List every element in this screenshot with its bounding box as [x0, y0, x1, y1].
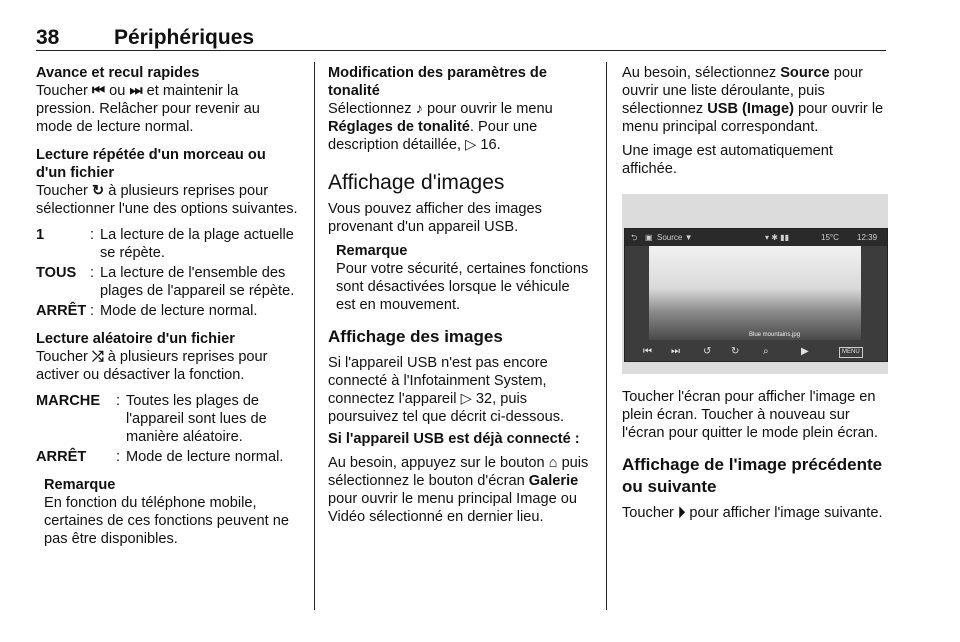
paragraph-next: Toucher ⏵ pour afficher l'image suivante.	[622, 505, 883, 521]
remark-text: Pour votre sécurité, certaines fonctions sont désactivées lorsque le véhicule est en mouvement.	[336, 261, 589, 313]
shuffle-options-list: MARCHE : Toutes les plages de l'appareil sont lues de manière aléatoire. ARRÊT : Mode de lecture normal.	[36, 392, 298, 466]
tone-icon: ♪	[415, 101, 423, 117]
page-header	[36, 22, 886, 52]
remark-box	[36, 476, 298, 548]
subsection-title-images: Affichage des images	[328, 327, 503, 346]
shuffle-icon: ⤮	[91, 349, 104, 365]
skip-back-icon: ⏮	[91, 83, 106, 99]
page-ref-icon: ▷	[465, 137, 477, 153]
screen-controls	[625, 343, 887, 361]
header-rule	[36, 50, 886, 51]
menu-button: MENU	[839, 347, 863, 358]
option-term: ARRÊT	[36, 449, 87, 465]
subsection-title-prev-next: Affichage de l'image précédente ou suivante	[622, 455, 883, 496]
rotate-right-icon: ↻	[731, 346, 740, 357]
option-desc: La lecture de la plage actuelle se répète.	[100, 227, 294, 261]
screen-source-label: Source ▼	[657, 233, 693, 242]
screen-clock: 12:39	[857, 233, 878, 242]
column-divider-1	[314, 62, 315, 610]
displayed-image	[649, 246, 861, 340]
usb-image-label: USB (Image)	[707, 101, 794, 117]
infotainment-screen	[624, 228, 888, 362]
column-2	[328, 64, 590, 526]
section-title-images: Affichage d'images	[328, 171, 505, 194]
page-number: 38	[36, 26, 60, 49]
screen-top-bar	[625, 229, 887, 246]
next-icon: ⏭	[671, 346, 680, 357]
source-label: Source	[780, 65, 830, 81]
status-icons: ▾ ✱ ▮▮	[765, 233, 789, 242]
paragraph-source: Au besoin, sélectionnez Source pour ouvrir une liste déroulante, puis sélectionnez USB (Image) pour ouvrir le menu principal correspondant.	[622, 65, 884, 135]
paragraph-connected: Au besoin, appuyez sur le bouton ⌂ puis sélectionnez le bouton d'écran Galerie pour ouvrir le menu principal Image ou Vidéo sélectionné en dernier lieu.	[328, 455, 589, 525]
previous-icon: ⏮	[643, 346, 652, 357]
paragraph-auto: Une image est automatiquement affichée.	[622, 143, 833, 177]
paragraph-not-connected: Si l'appareil USB n'est pas encore connecté à l'Infotainment System, connectez l'appareil ▷ 32, puis poursuivez tel que décrit ci-dessous.	[328, 355, 565, 425]
image-icon: ▣	[645, 233, 653, 242]
option-term: MARCHE	[36, 393, 101, 409]
paragraph-fullscreen: Toucher l'écran pour afficher l'image en plein écran. Toucher à nouveau sur l'écran pour quitter le mode plein écran.	[622, 389, 878, 441]
screen-figure	[622, 194, 888, 374]
heading-tone: Modification des paramètres de tonalité	[328, 65, 547, 99]
slideshow-icon: ▶	[801, 346, 809, 357]
repeat-icon: ↻	[91, 183, 105, 199]
option-desc: La lecture de l'ensemble des plages de l'appareil se répète.	[100, 265, 295, 299]
option-term: 1	[36, 227, 45, 243]
skip-forward-icon: ⏭	[129, 83, 143, 99]
gallery-button-label: Galerie	[528, 473, 579, 489]
option-desc: Mode de lecture normal.	[126, 449, 284, 465]
paragraph-shuffle: Toucher ⤮ à plusieurs reprises pour activer ou désactiver la fonction.	[36, 349, 268, 383]
paragraph-tone: Sélectionnez ♪ pour ouvrir le menu Réglages de tonalité. Pour une description détaillée, ▷ 16.	[328, 101, 553, 153]
heading-seek: Avance et recul rapides	[36, 65, 200, 81]
option-desc: Mode de lecture normal.	[100, 303, 258, 319]
paragraph-images: Vous pouvez afficher des images provenant d'un appareil USB.	[328, 201, 542, 235]
option-term: TOUS	[36, 265, 77, 281]
home-icon: ⌂	[548, 455, 558, 471]
heading-shuffle: Lecture aléatoire d'un fichier	[36, 331, 235, 347]
image-caption: Blue mountains.jpg	[749, 332, 801, 338]
heading-connected: Si l'appareil USB est déjà connecté :	[328, 431, 580, 447]
remark-box	[328, 242, 590, 314]
heading-repeat: Lecture répétée d'un morceau ou d'un fichier	[36, 147, 266, 181]
page-ref-icon: ▷	[460, 391, 472, 407]
column-1	[36, 64, 298, 548]
remark-title: Remarque	[44, 477, 116, 493]
paragraph-repeat: Toucher ↻ à plusieurs reprises pour sélectionner l'une des options suivantes.	[36, 183, 298, 217]
rotate-left-icon: ↺	[703, 346, 712, 357]
remark-title: Remarque	[336, 243, 408, 259]
option-desc: Toutes les plages de l'appareil sont lues de manière aléatoire.	[126, 393, 267, 445]
paragraph-seek: Toucher ⏮ ou ⏭ et maintenir la pression. Relâcher pour revenir au mode de lecture normal.	[36, 83, 260, 135]
back-icon: ⮌	[631, 233, 638, 242]
column-3	[622, 64, 888, 522]
page-title: Périphériques	[114, 26, 255, 49]
zoom-icon: ⌕	[763, 346, 769, 357]
screen-temperature: 15°C	[821, 233, 839, 242]
option-term: ARRÊT	[36, 303, 87, 319]
tone-settings-menu: Réglages de tonalité	[328, 119, 470, 135]
repeat-options-list: 1 : La lecture de la plage actuelle se répète. TOUS : La lecture de l'ensemble des plages de l'appareil se répète. ARRÊT : Mode de lecture normal.	[36, 226, 298, 320]
column-divider-2	[606, 62, 607, 610]
next-image-icon: ⏵	[677, 505, 686, 521]
remark-text: En fonction du téléphone mobile, certaines de ces fonctions peuvent ne pas être disponibles.	[44, 495, 290, 547]
